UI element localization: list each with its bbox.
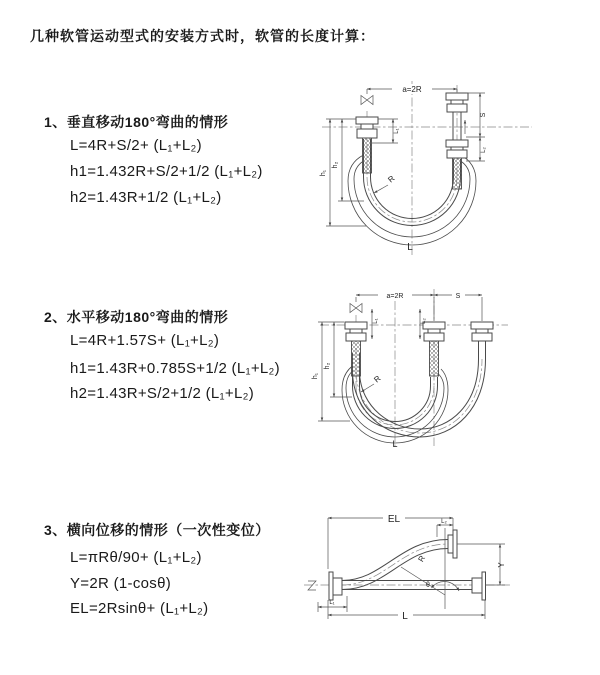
right-flange bbox=[472, 572, 486, 600]
dim-label-l2: L₂ bbox=[421, 318, 427, 324]
section1-formula-L: L=4R+S/2+ (L₁+L₂) bbox=[70, 137, 202, 154]
upper-flange bbox=[448, 530, 457, 558]
section2-formula-h1: h1=1.43R+0.785S+1/2 (L₁+L₂) bbox=[70, 360, 280, 377]
dim-label-s: S bbox=[480, 112, 487, 118]
radius-label: R bbox=[386, 173, 397, 185]
dim-label-l2: L₂ bbox=[441, 519, 447, 525]
centerlines bbox=[320, 289, 508, 449]
radius-label: R bbox=[416, 553, 428, 564]
middle-fitting bbox=[423, 322, 445, 376]
dim-label-h2: h₂ bbox=[332, 161, 339, 169]
dim-label-l: L bbox=[402, 611, 408, 622]
hose-curves bbox=[342, 353, 486, 443]
dim-label-l: L bbox=[392, 439, 398, 449]
braided-hose-section bbox=[352, 341, 361, 376]
section2-heading: 2、水平移动180°弯曲的情形 bbox=[44, 309, 229, 325]
radius-label: R bbox=[372, 373, 383, 385]
dim-label-l1: L₁ bbox=[394, 128, 400, 134]
dim-label-a2r: a=2R bbox=[402, 85, 422, 94]
dim-label-y: Y bbox=[497, 562, 506, 568]
section1-formula-h1: h1=1.432R+S/2+1/2 (L₁+L₂) bbox=[70, 163, 263, 180]
dim-label-l1: L₁ bbox=[373, 318, 379, 324]
diagram-horizontal-180-bend bbox=[308, 281, 595, 464]
dim-label-s: S bbox=[455, 293, 461, 300]
section3-formula-L: L=πRθ/90+ (L₁+L₂) bbox=[70, 549, 202, 566]
valve-icon bbox=[361, 96, 373, 105]
page-title: 几种软管运动型式的安装方式时，软管的长度计算： bbox=[30, 28, 375, 44]
valve-icon bbox=[350, 304, 362, 313]
angle-label: θ bbox=[426, 582, 430, 589]
dim-label-l2: L₂ bbox=[481, 147, 487, 153]
braided-hose-section bbox=[430, 341, 439, 376]
braided-hose-section bbox=[363, 138, 372, 173]
left-flange bbox=[329, 572, 342, 600]
dim-label-l: L bbox=[407, 242, 413, 253]
dimension-lines bbox=[318, 518, 505, 619]
dim-label-h2: h₂ bbox=[324, 362, 331, 370]
dim-label-h1: h₁ bbox=[320, 169, 327, 177]
centerlines bbox=[322, 81, 532, 255]
dim-label-l1: L₁ bbox=[329, 600, 335, 606]
section2-formula-L: L=4R+1.57S+ (L₁+L₂) bbox=[70, 332, 220, 349]
right-fitting bbox=[471, 322, 493, 359]
dim-label-h1: h₁ bbox=[312, 372, 319, 380]
radius-leader bbox=[361, 384, 374, 392]
dimension-lines bbox=[318, 295, 482, 421]
section2-formula-h2: h2=1.43R+S/2+1/2 (L₁+L₂) bbox=[70, 385, 255, 402]
section3-formula-EL: EL=2Rsinθ+ (L₁+L₂) bbox=[70, 600, 209, 617]
diagram-vertical-180-bend bbox=[308, 73, 595, 260]
diagram-lateral-displacement bbox=[298, 503, 598, 663]
section3-formula-Y: Y=2R (1-cosθ) bbox=[70, 575, 172, 592]
section1-heading: 1、垂直移动180°弯曲的情形 bbox=[44, 114, 229, 130]
radius-leader bbox=[374, 185, 388, 193]
break-symbol bbox=[308, 581, 316, 590]
left-fitting bbox=[345, 322, 367, 376]
braided-hose-section bbox=[453, 158, 462, 189]
section3-heading: 3、横向位移的情形（一次性变位） bbox=[44, 522, 270, 538]
curved-hose bbox=[342, 540, 448, 590]
dim-label-el: EL bbox=[387, 514, 401, 525]
section1-formula-h2: h2=1.43R+1/2 (L₁+L₂) bbox=[70, 189, 222, 206]
dim-label-a2r: a=2R bbox=[386, 293, 404, 300]
